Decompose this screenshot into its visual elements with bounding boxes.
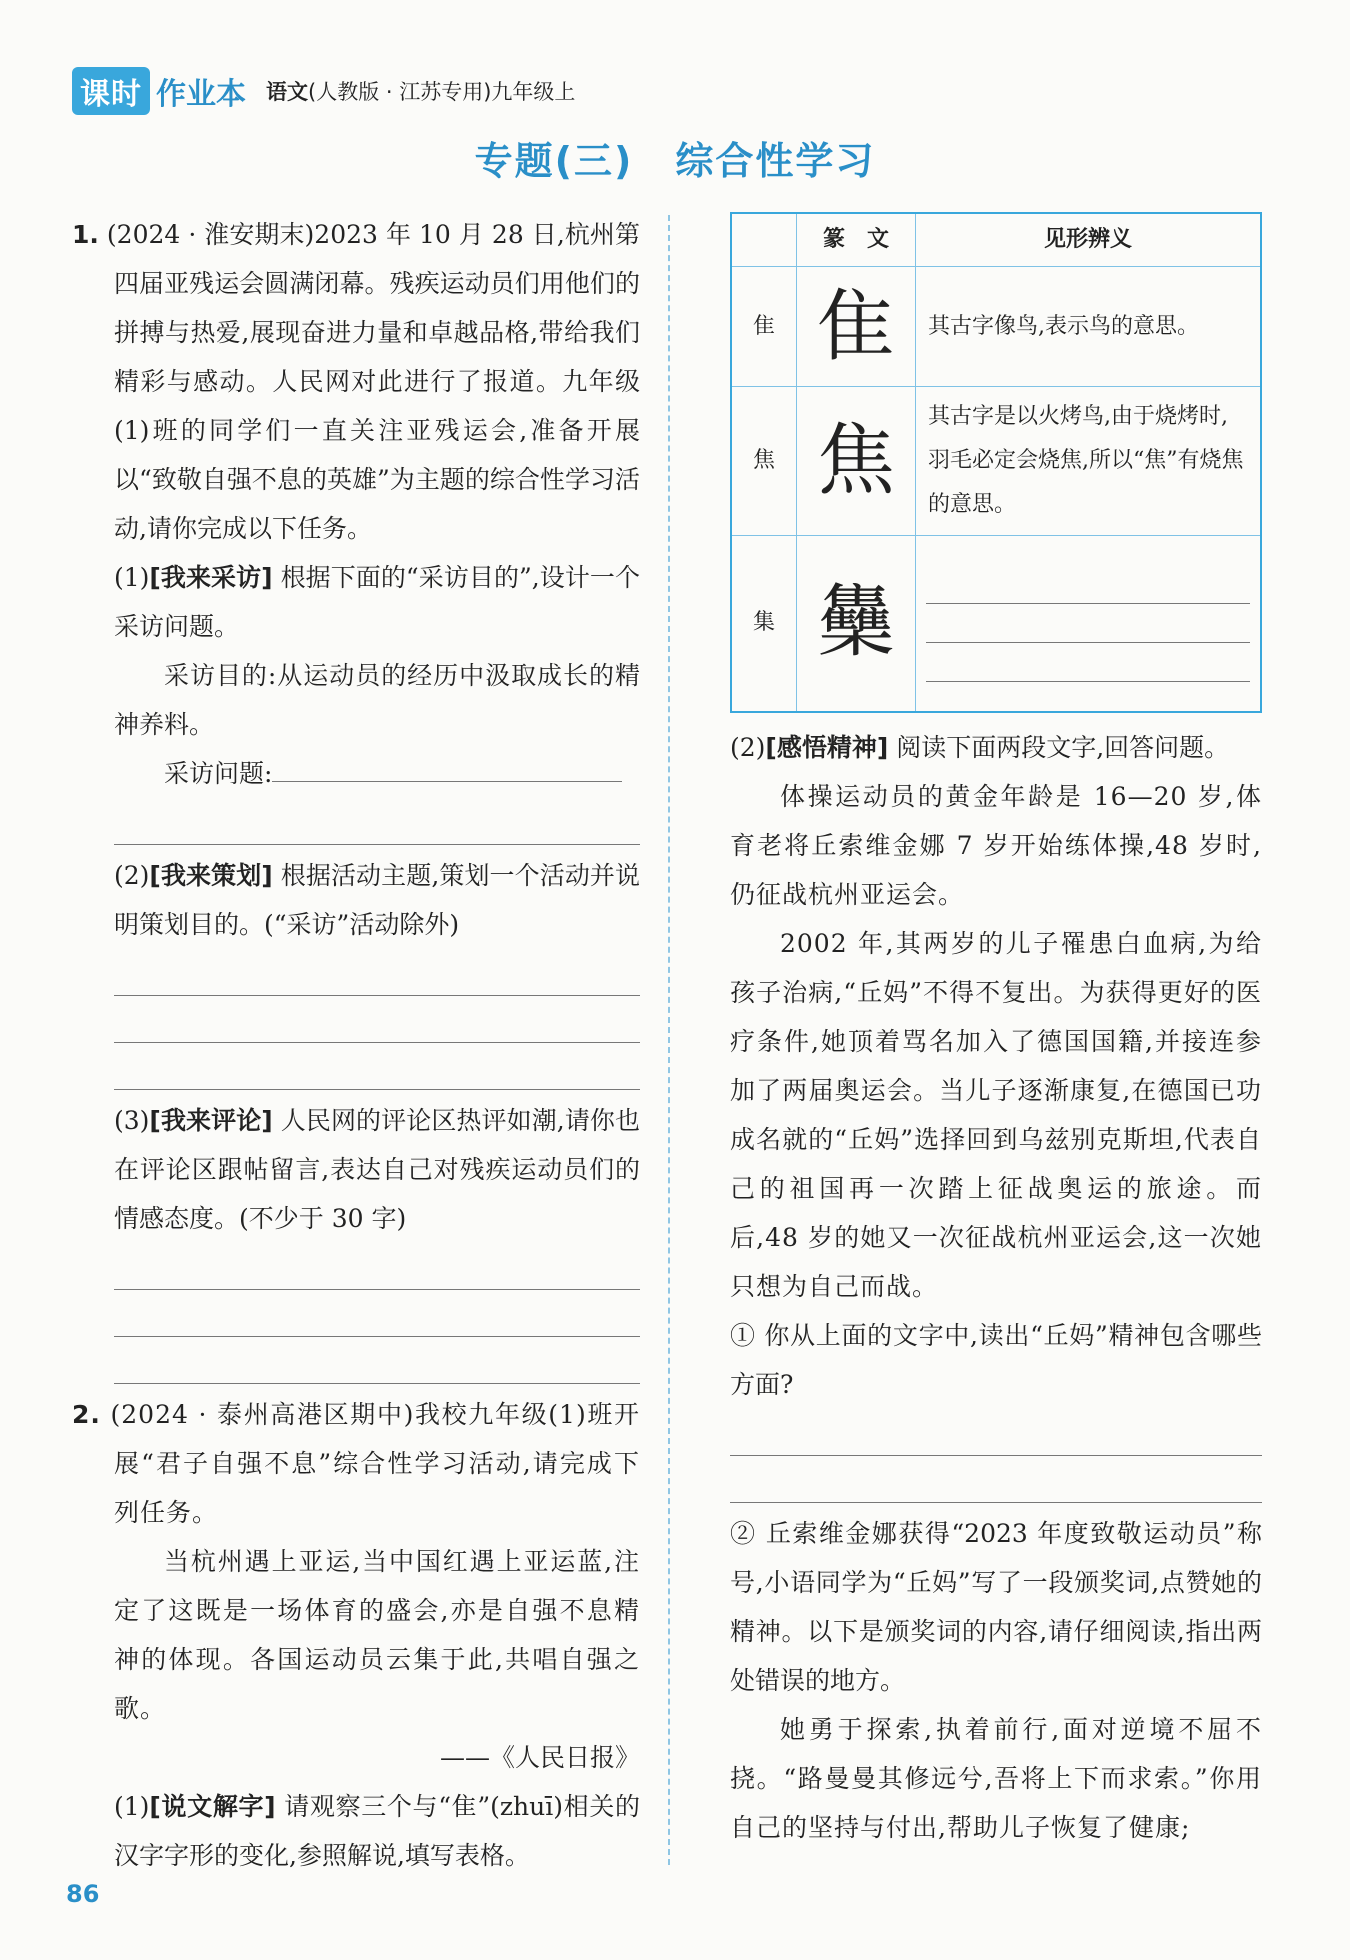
logo: 课时 (72, 67, 150, 115)
q1-s1-tag: [我来采访] (149, 563, 273, 592)
subject-label: 语文 (266, 80, 308, 104)
q2-intro-text: (2024 · 泰州高港区期中)我校九年级(1)班开展“君子自强不息”综合性学习活动,请完成下列任务。 (110, 1400, 640, 1527)
q2-s1-tag: [说文解字] (149, 1792, 276, 1821)
q2-s2-text: 阅读下面两段文字,回答问题。 (896, 732, 1230, 762)
q1-purpose: 采访目的:从运动员的经历中汲取成长的精神养料。 (114, 661, 640, 739)
q1-s1-text: 根据下面的“采访目的”,设计一个采访问题。 (114, 563, 640, 641)
page-title (0, 130, 1350, 185)
question-a: ① 你从上面的文字中,读出“丘妈”精神包含哪些方面? (730, 1320, 1262, 1399)
answer-line[interactable] (730, 1409, 1262, 1456)
seal-glyph: 焦 (797, 387, 916, 536)
answer-line[interactable] (114, 1290, 640, 1337)
seal-glyph: 雧 (797, 536, 916, 712)
q1-number: 1. (72, 220, 99, 249)
table-header (731, 213, 797, 267)
q2-intro (72, 1390, 640, 1537)
table-row (731, 387, 1261, 536)
header-subject (266, 76, 575, 106)
q2-sub2 (730, 723, 1262, 772)
q2-sub1 (72, 1782, 640, 1880)
q1-s3-text: 人民网的评论区热评如潮,请你也在评论区跟帖留言,表达自己对残疾运动员们的情感态度。(不少于 30 字) (114, 1106, 640, 1233)
q1-question-row (72, 749, 640, 798)
q2-quote: 当杭州遇上亚运,当中国红遇上亚运蓝,注定了这既是一场体育的盛会,亦是自强不息精神的体现。各国运动员云集于此,共唱自强之歌。 (114, 1547, 640, 1723)
page-header (72, 68, 575, 114)
answer-line[interactable] (114, 1337, 640, 1384)
q1-s2-num: (2) (114, 861, 150, 890)
column-divider (668, 215, 670, 1865)
question-b: ② 丘索维金娜获得“2023 年度致敬运动员”称号,小语同学为“丘妈”写了一段颁奖词,点赞她的精神。以下是颁奖词的内容,请仔细阅读,指出两处错误的地方。 (730, 1518, 1262, 1695)
answer-line[interactable] (114, 949, 640, 996)
character-table (730, 212, 1262, 713)
seal-glyph: 隹 (797, 267, 916, 387)
answer-line[interactable] (114, 1043, 640, 1090)
q2-s1-num: (1) (114, 1792, 150, 1821)
q2-s2-num: (2) (730, 732, 766, 762)
answer-line[interactable] (114, 996, 640, 1043)
right-column (730, 212, 1262, 1852)
table-cell-explain: 其古字像鸟,表示鸟的意思。 (916, 267, 1262, 387)
q1-sub2 (72, 851, 640, 949)
q1-s2-text: 根据活动主题,策划一个活动并说明策划目的。(“采访”活动除外) (114, 861, 640, 939)
table-cell-answer (916, 536, 1262, 712)
left-column (72, 210, 640, 1880)
answer-line[interactable] (114, 798, 640, 845)
reading-para-1: 体操运动员的黄金年龄是 16—20 岁,体育老将丘索维金娜 7 岁开始练体操,48 岁时,仍征战杭州亚运会。 (730, 781, 1262, 909)
answer-line[interactable] (730, 1456, 1262, 1503)
answer-line[interactable] (926, 604, 1250, 643)
title-part1: 专题(三) (474, 139, 634, 183)
q2-s1-text: 请观察三个与“隹”(zhuī)相关的汉字字形的变化,参照解说,填写表格。 (114, 1792, 640, 1870)
q1-question-label: 采访问题: (164, 759, 273, 788)
award-speech: 她勇于探索,执着前行,面对逆境不屈不挠。“路曼曼其修远兮,吾将上下而求索。”你用自己的坚持与付出,帮助儿子恢复了健康; (730, 1714, 1262, 1842)
answer-line[interactable] (114, 1243, 640, 1290)
logo-text: 作业本 (156, 77, 246, 112)
table-cell-char: 集 (731, 536, 797, 712)
table-row (731, 536, 1261, 712)
q1-sub3 (72, 1096, 640, 1243)
q2-quote-source: ——《人民日报》 (439, 1743, 640, 1772)
q1-intro-text: (2024 · 淮安期末)2023 年 10 月 28 日,杭州第四届亚残运会圆满闭幕。残疾运动员们用他们的拼搏与热爱,展现奋进力量和卓越品格,带给我们精彩与感动。人民网对此进行了报道。九年级(1)班的同学们一直关注亚残运会,准备开展以“致敬自强不息的英雄”为主题的综合性学习活动,请你完成以下任务。 (106, 220, 640, 543)
q2-s2-tag: [感悟精神] (765, 732, 889, 762)
q1-s3-num: (3) (114, 1106, 150, 1135)
reading-para-2: 2002 年,其两岁的儿子罹患白血病,为给孩子治病,“丘妈”不得不复出。为获得更好的医疗条件,她顶着骂名加入了德国国籍,并接连参加了两届奥运会。当儿子逐渐康复,在德国已功成名就的“丘妈”选择回到乌兹别克斯坦,代表自己的祖国再一次踏上征战奥运的旅途。而后,48 岁的她又一次征战杭州亚运会,这一次她只想为自己而战。 (730, 928, 1262, 1301)
title-part2: 综合性学习 (675, 139, 876, 183)
table-cell-char: 隹 (731, 267, 797, 387)
table-header: 见形辨义 (916, 213, 1262, 267)
q1-s1-num: (1) (114, 563, 150, 592)
q1-s3-tag: [我来评论] (149, 1106, 273, 1135)
answer-line[interactable] (926, 643, 1250, 682)
q1-intro (72, 210, 640, 553)
table-row (731, 267, 1261, 387)
table-cell-char: 焦 (731, 387, 797, 536)
table-header: 篆 文 (797, 213, 916, 267)
answer-line[interactable] (926, 565, 1250, 604)
q1-s2-tag: [我来策划] (149, 861, 273, 890)
answer-line[interactable] (272, 755, 622, 782)
table-header-row (731, 213, 1261, 267)
edition-label: (人教版 · 江苏专用)九年级上 (308, 80, 576, 104)
q2-number: 2. (72, 1400, 101, 1429)
table-cell-explain: 其古字是以火烤鸟,由于烧烤时,羽毛必定会烧焦,所以“焦”有烧焦的意思。 (916, 387, 1262, 536)
q1-sub1 (72, 553, 640, 651)
page-number: 86 (66, 1880, 100, 1908)
